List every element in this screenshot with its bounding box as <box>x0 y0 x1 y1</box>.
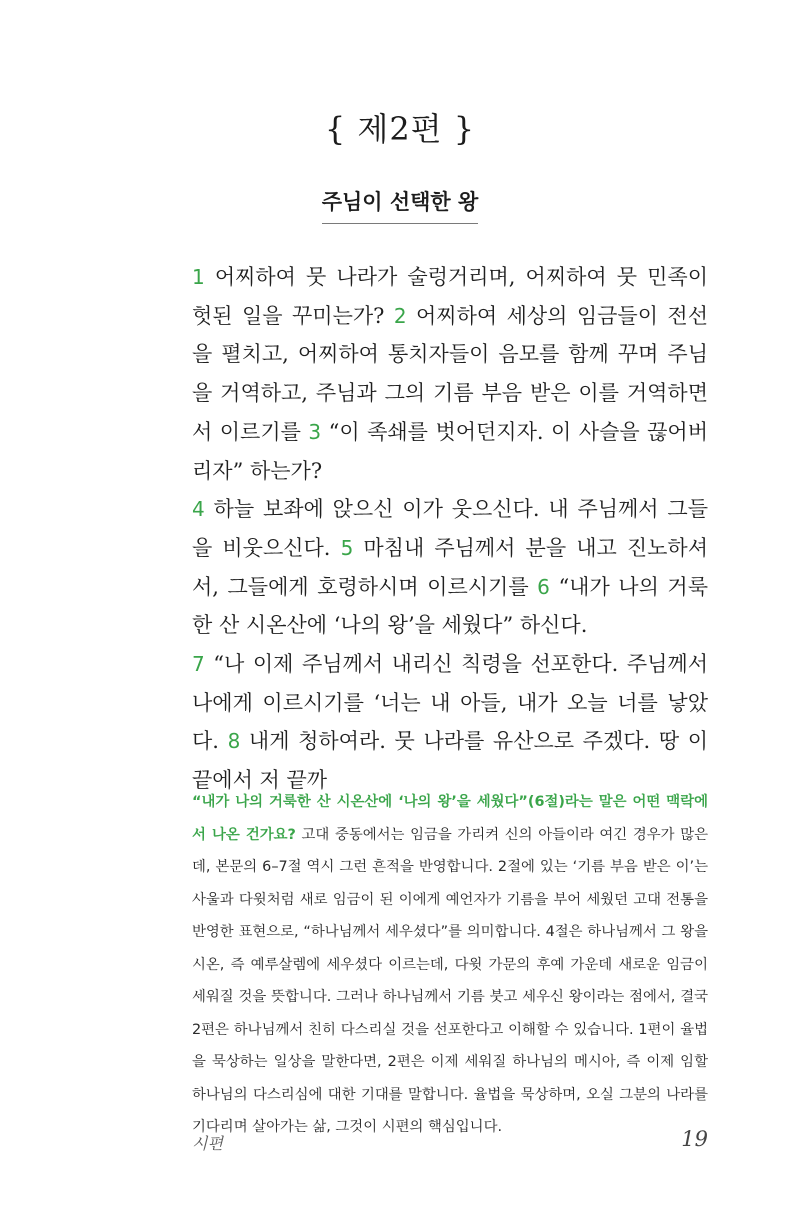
verse-text: 내게 청하여라. 뭇 나라를 유산으로 주겠다. 땅 이 끝에서 저 끝까 <box>192 729 708 793</box>
section-title: 주님이 선택한 왕 <box>322 186 479 224</box>
verse-number: 2 <box>393 303 407 328</box>
verse-number: 7 <box>192 652 205 677</box>
scripture-paragraph <box>192 258 708 490</box>
commentary-question: “내가 나의 거룩한 산 시온산에 ‘나의 왕’을 세웠다”(6절)라는 말은 어떤 맥락에서 나온 건가요? <box>192 794 708 843</box>
section-title-wrap <box>0 186 800 224</box>
scripture-text <box>192 258 708 800</box>
verse-text: 어찌하여 세상의 임금들이 전선을 펼치고, 어찌하여 통치자들이 음모를 함께 꾸며 주님을 거역하고, 주님과 그의 기름 부음 받은 이를 거역하면서 이르기를 <box>192 303 709 444</box>
chapter-heading: { 제2편 } <box>324 110 476 148</box>
running-footer-book: 시편 <box>192 1134 223 1153</box>
verse-number: 8 <box>227 729 241 754</box>
verse-number: 5 <box>340 535 354 560</box>
verse-number: 4 <box>192 497 205 522</box>
verse-text: “나 이제 주님께서 내리신 칙령을 선포한다. 주님께서 나에게 이르시기를 ‘너는 내 아들, 내가 오늘 너를 낳았다. <box>192 652 708 754</box>
scripture-paragraph <box>192 645 708 800</box>
commentary-body: 고대 중동에서는 임금을 가리켜 신의 아들이라 여긴 경우가 많은데, 본문의 6–7절 역시 그런 흔적을 반영합니다. 2절에 있는 ‘기름 부음 받은 이’는 사울과 다윗처럼 새로 임금이 된 이에게 예언자가 기름을 부어 세웠던 고대 전통을 반영한 표현으로, “하나님께서 세우셨다”를 의미합니다. 4절은 하나님께서 그 왕을 시온, 즉 예루살렘에 세우셨다 이르는데, 다윗 가문의 후예 가운데 새로운 임금이 세워질 것을 뜻합니다. 그러나 하나님께서 기름 붓고 세우신 왕이라는 점에서, 결국 2편은 하나님께서 친히 다스리실 것을 선포한다고 이해할 수 있습니다. 1편이 율법을 묵상하는 일상을 말한다면, 2편은 이제 세워질 하나님의 메시아, 즉 이제 임할 하나님의 다스리심에 대한 기대를 말합니다. 율법을 묵상하며, 오실 그분의 나라를 기다리며 살아가는 삶, 그것이 시편의 핵심입니다. <box>192 826 708 1135</box>
verse-number: 3 <box>308 419 322 444</box>
verse-text: “이 족쇄를 벗어던지자. 이 사슬을 끊어버리자” 하는가? <box>192 419 708 483</box>
verse-number: 1 <box>192 265 205 289</box>
verse-number: 6 <box>537 574 550 599</box>
verse-text: “내가 나의 거룩한 산 시온산에 ‘나의 왕’을 세웠다” 하신다. <box>192 574 708 638</box>
verse-text: 어찌하여 뭇 나라가 술렁거리며, 어찌하여 뭇 민족이 헛된 일을 꾸미는가? <box>192 265 708 328</box>
commentary-box <box>192 786 708 1144</box>
verse-text: 마침내 주님께서 분을 내고 진노하셔서, 그들에게 호령하시며 이르시기를 <box>192 535 708 599</box>
verse-text: 하늘 보좌에 앉으신 이가 웃으신다. 내 주님께서 그들을 비웃으신다. <box>192 497 708 560</box>
scripture-paragraph <box>192 490 708 645</box>
page-number: 19 <box>681 1127 708 1151</box>
